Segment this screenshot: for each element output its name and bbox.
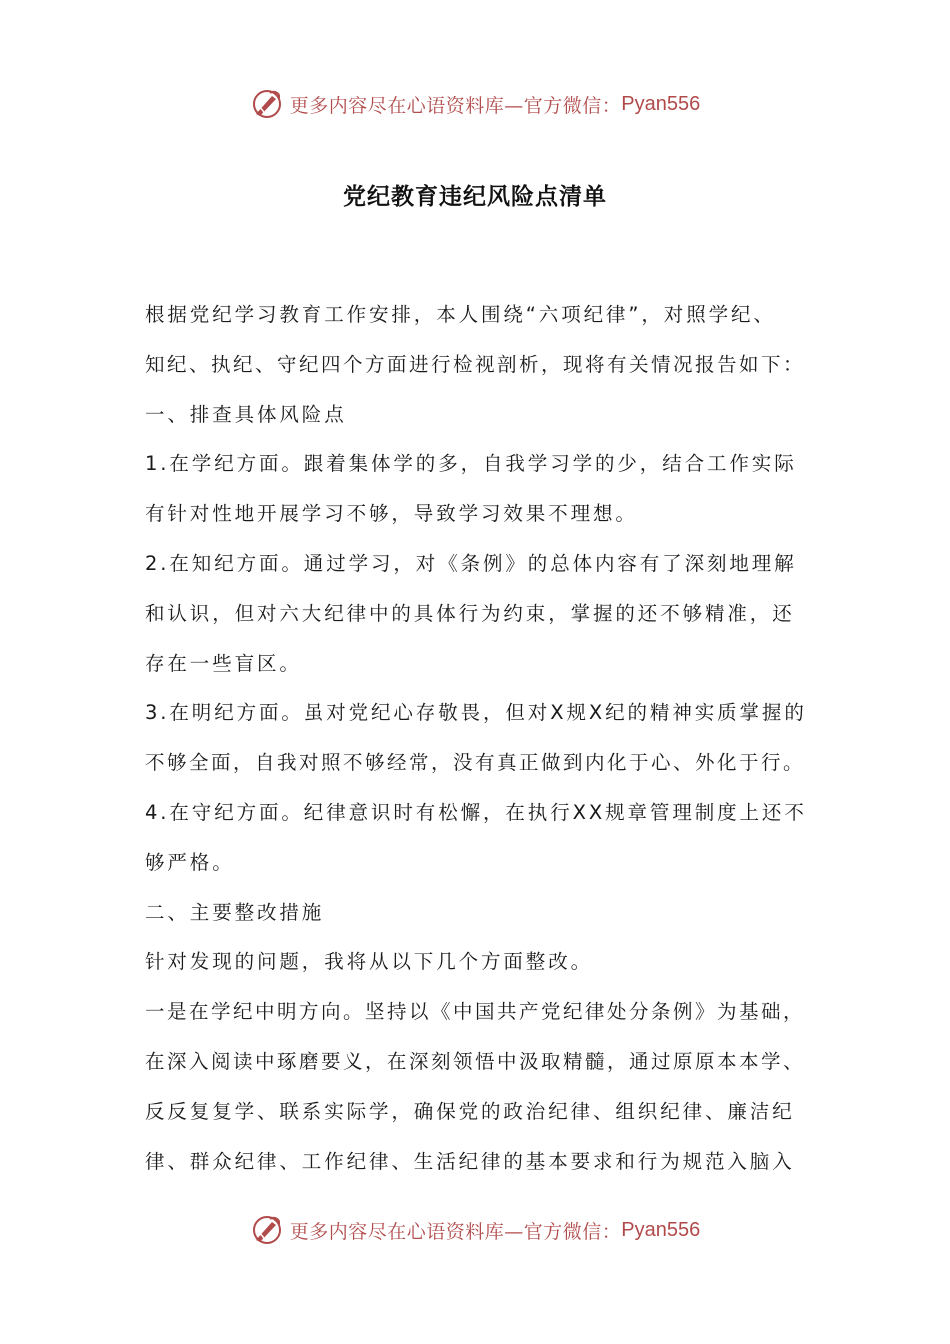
section-heading: 一、排查具体风险点 bbox=[145, 402, 347, 426]
paragraph-line: 有针对性地开展学习不够，导致学习效果不理想。 bbox=[145, 502, 638, 526]
section-heading: 二、主要整改措施 bbox=[145, 900, 325, 924]
paragraph-line: 和认识，但对六大纪律中的具体行为约束，掌握的还不够精准，还 bbox=[145, 601, 795, 625]
paragraph-line: 在深入阅读中琢磨要义，在深刻领悟中汲取精髓，通过原原本本学、 bbox=[145, 1049, 806, 1073]
paragraph-line: 知纪、执纪、守纪四个方面进行检视剖析，现将有关情况报告如下： bbox=[145, 352, 806, 376]
paragraph-line: 1.在学纪方面。跟着集体学的多，自我学习学的少，结合工作实际 bbox=[145, 452, 797, 476]
paragraph-line: 律、群众纪律、工作纪律、生活纪律的基本要求和行为规范入脑入 bbox=[145, 1149, 795, 1173]
paragraph-line: 一是在学纪中明方向。坚持以《中国共产党纪律处分条例》为基础， bbox=[145, 1000, 806, 1024]
paragraph-line: 针对发现的问题，我将从以下几个方面整改。 bbox=[145, 950, 594, 974]
paragraph-line: 3.在明纪方面。虽对党纪心存敬畏，但对X规X纪的精神实质掌握的 bbox=[145, 701, 807, 725]
document-title: 党纪教育违纪风险点清单 bbox=[343, 184, 607, 210]
watermark-wechat-id: Pyan556 bbox=[621, 92, 701, 115]
document-body bbox=[145, 290, 810, 1186]
paragraph-line: 反反复复学、联系实际学，确保党的政治纪律、组织纪律、廉洁纪 bbox=[145, 1099, 795, 1123]
watermark-text: 更多内容尽在心语资料库—官方微信： bbox=[289, 1220, 622, 1243]
watermark-header bbox=[0, 84, 950, 124]
paragraph-line: 存在一些盲区。 bbox=[145, 651, 302, 675]
watermark-footer bbox=[0, 1210, 950, 1250]
paragraph-line: 4.在守纪方面。纪律意识时有松懈，在执行XX规章管理制度上还不 bbox=[145, 800, 807, 824]
pen-logo-icon bbox=[250, 87, 284, 121]
paragraph-line: 根据党纪学习教育工作安排，本人围绕“六项纪律”，对照学纪、 bbox=[145, 303, 776, 326]
paragraph-line: 够严格。 bbox=[145, 850, 235, 874]
paragraph-line: 不够全面，自我对照不够经常，没有真正做到内化于心、外化于行。 bbox=[145, 751, 806, 775]
paragraph-line: 2.在知纪方面。通过学习，对《条例》的总体内容有了深刻地理解 bbox=[145, 551, 797, 575]
watermark-wechat-id: Pyan556 bbox=[621, 1218, 701, 1241]
pen-logo-icon bbox=[250, 1213, 284, 1247]
watermark-text: 更多内容尽在心语资料库—官方微信： bbox=[289, 94, 622, 117]
